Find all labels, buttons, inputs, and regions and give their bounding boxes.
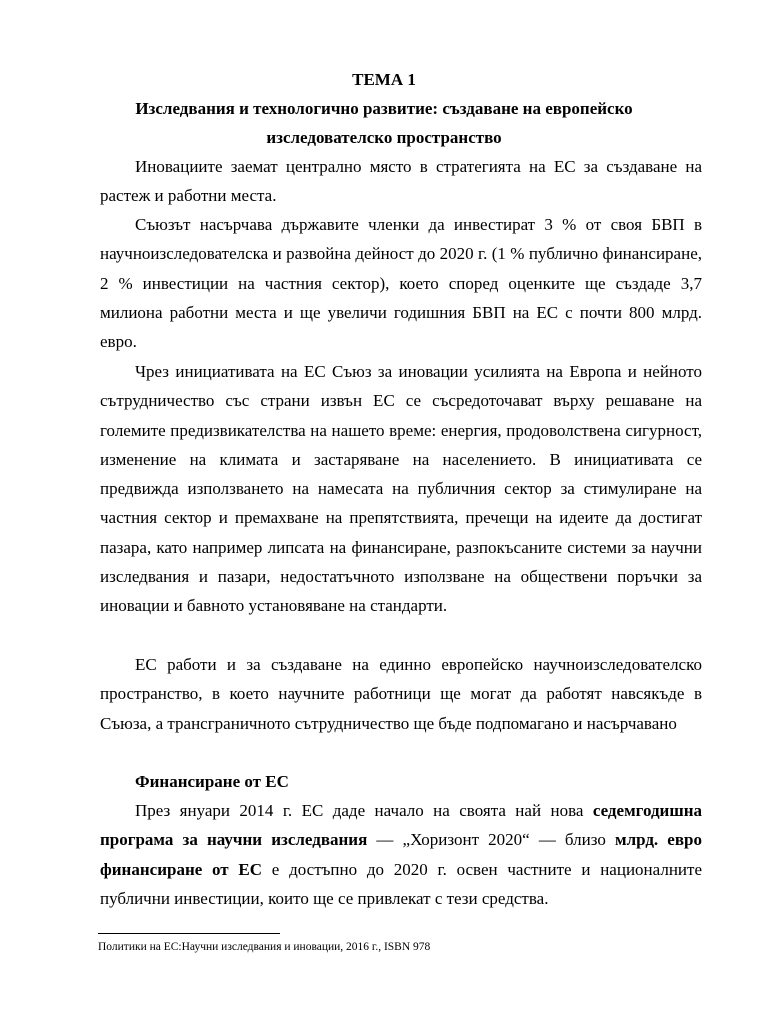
section-heading: Финансиране от ЕС	[135, 772, 289, 791]
funding-text-2: — „Хоризонт 2020“ — близо	[367, 830, 615, 850]
funding-bold-1: седемгодишна програма за научни изследвания	[100, 801, 702, 850]
paragraph-funding	[100, 796, 702, 913]
footnote-separator	[98, 933, 280, 934]
funding-text-3: е достъпно до 2020 г. освен частните и националните публични инвестиции, които ще се привлекат с тези средства.	[100, 859, 702, 908]
paragraph-investment: Съюзът насърчава държавите членки да инвестират 3 % от своя БВП в научноизследователска и развойна дейност до 2020 г. (1 % публично финансиране, 2 % инвестиции на частния сектор), което според оценките ще създаде 3,7 милиона работни места и ще увеличи годишния БВП на ЕС с почти 800 млрд. евро.	[100, 215, 702, 352]
funding-text-1: През януари 2014 г. ЕС даде начало на своята най нова	[135, 801, 593, 820]
funding-bold-2: млрд. евро финансиране от ЕС	[100, 830, 702, 879]
paragraph-innovation-union: Чрез инициативата на ЕС Съюз за иновации усилията на Европа и нейното сътрудничество със страни извън ЕС се съсредоточават върху решаване на големите предизвикателства на нашето време: енергия, продоволствена сигурност, изменение на климата и застаряване на населението. В инициативата се предвижда използването на намесата на публичния сектор за стимулиране на частния сектор и премахване на препятствията, пречещи на идеите да достигат пазара, като например липсата на финансиране, разпокъсаните системи за научни изследвания и пазари, недостатъчното използване на обществени поръчки за иновации и бавното установяване на стандарти.	[100, 362, 702, 616]
paragraph-research-area: ЕС работи и за създаване на единно европейско научноизследователско пространство, в което научните работници ще могат да работят навсякъде в Съюза, а трансграничното сътрудничество ще бъде подпомагано и насърчавано	[100, 655, 702, 733]
document-subtitle: Изследвания и технологично развитие: създаване на европейско изследователско пространство	[135, 99, 633, 147]
paragraph-innovation: Иновациите заемат централно място в стратегията на ЕС за създаване на растеж и работни места.	[100, 157, 702, 206]
footnote: Политики на ЕС:Научни изследвания и иновации, 2016 г., ISBN 978	[98, 941, 431, 953]
document-title: ТЕМА 1	[352, 70, 416, 89]
